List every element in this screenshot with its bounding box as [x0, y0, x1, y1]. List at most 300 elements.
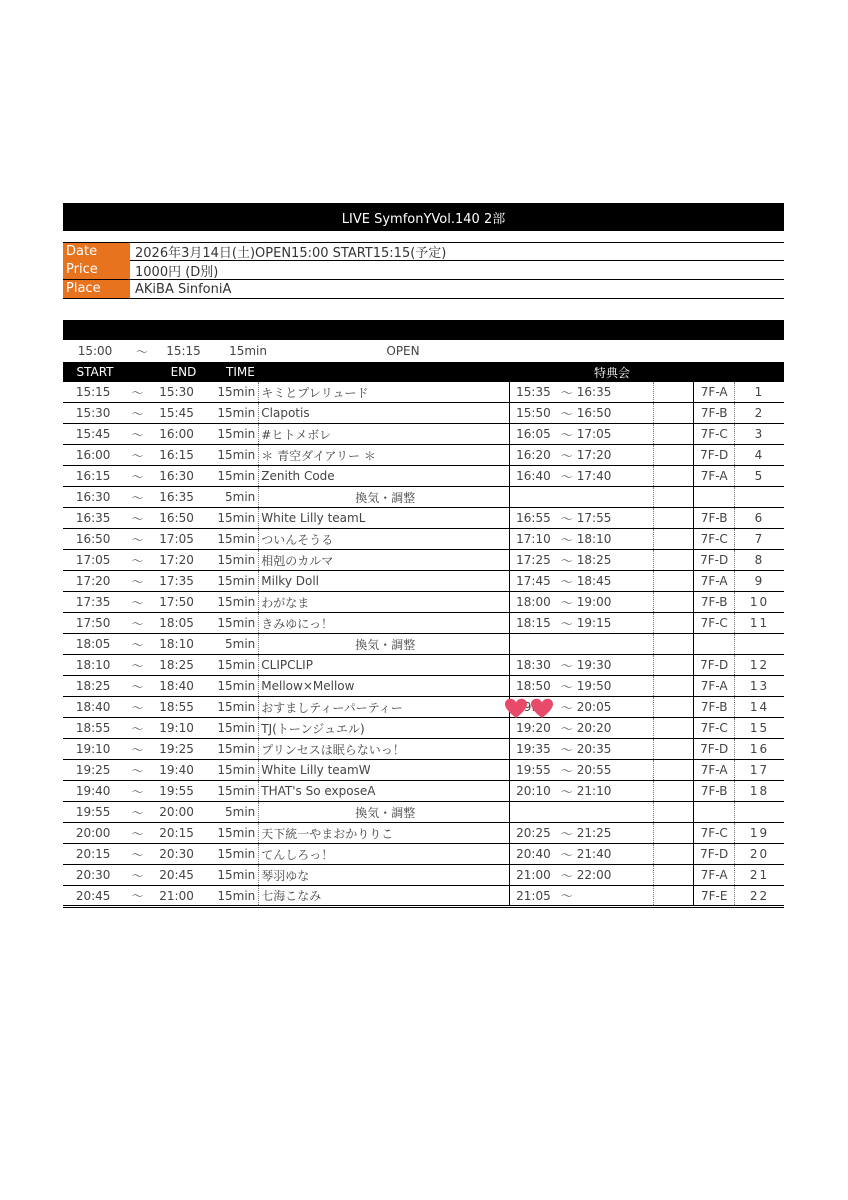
tilde: 〜	[131, 700, 144, 715]
table-row	[63, 529, 784, 550]
tokutenkai-start: 18:00	[516, 595, 551, 609]
tilde: 〜	[560, 847, 573, 862]
row-performer: 換気・調整	[258, 487, 509, 507]
row-tokutenkai-time	[509, 424, 653, 444]
row-performer: Clapotis	[258, 403, 509, 423]
tilde: 〜	[560, 448, 573, 463]
row-duration: 15min	[217, 553, 256, 567]
tokutenkai-start: 16:20	[516, 448, 551, 462]
row-spacer	[653, 718, 694, 738]
hearts-icon	[503, 698, 559, 720]
tokutenkai-end: 20:05	[576, 700, 612, 714]
tilde: 〜	[560, 658, 573, 673]
row-end: 15:45	[159, 406, 194, 420]
row-performer: White Lilly teamL	[258, 508, 509, 528]
tokutenkai-end: 18:25	[576, 553, 612, 567]
table-row	[63, 466, 784, 487]
timetable-sheet	[63, 203, 784, 908]
row-spacer	[653, 655, 694, 675]
table-row	[63, 508, 784, 529]
tilde: 〜	[131, 574, 144, 589]
table-row	[63, 592, 784, 613]
row-start: 18:40	[75, 700, 111, 714]
tokutenkai-start: 18:50	[516, 679, 551, 693]
row-duration: 5min	[225, 805, 256, 819]
tokutenkai-end: 17:40	[576, 469, 612, 483]
tokutenkai-start: 19:20	[516, 721, 551, 735]
row-tokutenkai-time	[509, 592, 653, 612]
open-end: 15:15	[166, 344, 201, 358]
divider-band	[63, 320, 784, 340]
row-spacer	[653, 403, 694, 423]
row-end: 18:40	[159, 679, 194, 693]
tokutenkai-start: 15:35	[516, 385, 551, 399]
row-duration: 15min	[217, 595, 256, 609]
info-row-date	[63, 242, 784, 261]
open-start: 15:00	[77, 344, 113, 358]
row-location: 7F-D	[693, 655, 734, 675]
row-location: 7F-C	[693, 529, 734, 549]
row-tokutenkai-time	[509, 865, 653, 885]
row-duration: 15min	[217, 574, 256, 588]
table-row	[63, 445, 784, 466]
row-performer: Mellow×Mellow	[258, 676, 509, 696]
row-duration: 15min	[217, 511, 256, 525]
event-info	[63, 242, 784, 299]
schedule-rows	[63, 382, 784, 908]
open-row	[63, 340, 784, 362]
table-header	[63, 362, 784, 382]
row-duration: 15min	[217, 658, 256, 672]
tilde: 〜	[131, 847, 144, 862]
row-location: 7F-A	[693, 382, 734, 402]
row-tokutenkai-time	[509, 802, 653, 822]
table-row	[63, 424, 784, 445]
table-row	[63, 823, 784, 844]
row-performer: THAT's So exposeA	[258, 781, 509, 801]
tokutenkai-start: 19:55	[516, 763, 551, 777]
row-performer: 七海こなみ	[258, 886, 509, 905]
table-row	[63, 382, 784, 403]
header-end: END	[170, 365, 197, 379]
tilde: 〜	[560, 385, 573, 400]
row-spacer	[653, 739, 694, 759]
table-row	[63, 655, 784, 676]
row-tokutenkai-time	[509, 466, 653, 486]
row-end: 19:40	[159, 763, 194, 777]
row-location: 7F-E	[693, 886, 734, 905]
tilde: 〜	[131, 511, 144, 526]
tilde: 〜	[131, 889, 144, 903]
tokutenkai-start: 16:40	[516, 469, 551, 483]
tilde: 〜	[560, 784, 573, 799]
row-location: 7F-B	[693, 592, 734, 612]
row-end: 20:45	[159, 868, 194, 882]
tokutenkai-end: 17:20	[576, 448, 612, 462]
row-tokutenkai-time	[509, 844, 653, 864]
tilde: 〜	[560, 427, 573, 442]
tokutenkai-start: 17:25	[516, 553, 551, 567]
tilde: 〜	[131, 658, 144, 673]
row-start: 16:00	[75, 448, 111, 462]
row-start: 17:50	[75, 616, 111, 630]
row-number: 13	[734, 676, 784, 696]
row-number	[734, 634, 784, 654]
row-number	[734, 802, 784, 822]
tokutenkai-end: 16:50	[576, 406, 612, 420]
row-spacer	[653, 886, 694, 905]
tilde: 〜	[131, 427, 144, 442]
row-tokutenkai-time	[509, 571, 653, 591]
row-spacer	[653, 844, 694, 864]
row-duration: 15min	[217, 616, 256, 630]
row-end: 18:25	[159, 658, 194, 672]
row-number: 9	[734, 571, 784, 591]
row-end: 21:00	[159, 888, 194, 903]
row-location: 7F-D	[693, 550, 734, 570]
row-performer: キミとプレリュード	[258, 382, 509, 402]
table-row	[63, 781, 784, 802]
tokutenkai-start: 20:25	[516, 826, 551, 840]
row-number: 7	[734, 529, 784, 549]
row-performer: White Lilly teamW	[258, 760, 509, 780]
row-tokutenkai-time	[509, 886, 653, 905]
tilde: 〜	[560, 742, 573, 757]
row-start: 18:55	[75, 721, 111, 735]
row-number: 20	[734, 844, 784, 864]
row-start: 15:30	[75, 406, 111, 420]
tilde: 〜	[131, 679, 144, 694]
tilde: 〜	[131, 532, 144, 547]
info-row-place	[63, 280, 784, 299]
tilde: 〜	[131, 721, 144, 736]
row-duration: 15min	[217, 385, 256, 399]
tokutenkai-end: 22:00	[576, 868, 612, 882]
row-start: 20:00	[75, 826, 111, 840]
row-duration: 15min	[217, 700, 256, 714]
tilde: 〜	[560, 679, 573, 694]
tilde: 〜	[560, 826, 573, 841]
tilde: 〜	[131, 868, 144, 883]
row-location: 7F-D	[693, 445, 734, 465]
row-end: 18:55	[159, 700, 194, 714]
row-start: 17:05	[75, 553, 111, 567]
row-location: 7F-A	[693, 466, 734, 486]
row-number: 16	[734, 739, 784, 759]
tokutenkai-start: 16:55	[516, 511, 551, 525]
row-performer: 換気・調整	[258, 802, 509, 822]
row-spacer	[653, 760, 694, 780]
row-duration: 15min	[217, 406, 256, 420]
header-time: TIME	[226, 365, 255, 379]
row-start: 20:15	[75, 847, 111, 861]
row-spacer	[653, 445, 694, 465]
tokutenkai-start: 21:00	[516, 868, 551, 882]
row-number: 5	[734, 466, 784, 486]
row-start: 16:30	[75, 490, 111, 504]
row-spacer	[653, 613, 694, 633]
table-row	[63, 403, 784, 424]
row-start: 16:35	[75, 511, 111, 525]
table-row	[63, 634, 784, 655]
row-number: 4	[734, 445, 784, 465]
row-spacer	[653, 697, 694, 717]
row-performer: Milky Doll	[258, 571, 509, 591]
row-location: 7F-C	[693, 424, 734, 444]
row-tokutenkai-time	[509, 382, 653, 402]
row-duration: 15min	[217, 532, 256, 546]
row-start: 18:25	[75, 679, 111, 693]
row-start: 18:10	[75, 658, 111, 672]
row-duration: 15min	[217, 868, 256, 882]
row-end: 20:00	[159, 805, 194, 819]
tilde: 〜	[560, 511, 573, 526]
row-number	[734, 487, 784, 507]
header-start: START	[76, 365, 114, 379]
row-performer: TJ(トーンジュエル)	[258, 718, 509, 738]
row-duration: 5min	[225, 490, 256, 504]
row-spacer	[653, 466, 694, 486]
row-tokutenkai-time	[509, 550, 653, 570]
tilde: 〜	[560, 553, 573, 568]
tilde: 〜	[560, 616, 573, 631]
tokutenkai-end: 16:35	[576, 385, 612, 399]
row-spacer	[653, 592, 694, 612]
row-start: 19:55	[75, 805, 111, 819]
row-location: 7F-A	[693, 760, 734, 780]
tilde: 〜	[560, 889, 573, 903]
table-row	[63, 487, 784, 508]
row-location: 7F-C	[693, 718, 734, 738]
row-start: 19:40	[75, 784, 111, 798]
row-spacer	[653, 508, 694, 528]
row-end: 19:25	[159, 742, 194, 756]
row-number: 2	[734, 403, 784, 423]
tokutenkai-end: 17:05	[576, 427, 612, 441]
tilde: 〜	[131, 406, 144, 421]
row-number: 10	[734, 592, 784, 612]
row-end: 17:35	[159, 574, 194, 588]
tilde: 〜	[135, 344, 148, 359]
table-row	[63, 613, 784, 634]
tokutenkai-end: 20:55	[576, 763, 612, 777]
tokutenkai-end: 20:35	[576, 742, 612, 756]
tilde: 〜	[131, 553, 144, 568]
tokutenkai-end: 19:50	[576, 679, 612, 693]
tokutenkai-end: 21:40	[576, 847, 612, 861]
row-location: 7F-B	[693, 508, 734, 528]
row-duration: 15min	[217, 742, 256, 756]
row-number: 19	[734, 823, 784, 843]
tokutenkai-start: 16:05	[516, 427, 551, 441]
table-row	[63, 760, 784, 781]
row-start: 15:45	[75, 427, 111, 441]
tokutenkai-end: 18:10	[576, 532, 612, 546]
row-duration: 15min	[217, 847, 256, 861]
row-tokutenkai-time	[509, 508, 653, 528]
row-performer: 琴羽ゆな	[258, 865, 509, 885]
row-spacer	[653, 550, 694, 570]
row-number: 11	[734, 613, 784, 633]
row-spacer	[653, 424, 694, 444]
tilde: 〜	[131, 385, 144, 400]
row-duration: 15min	[217, 721, 256, 735]
row-performer: てんしろっ！	[258, 844, 509, 864]
row-tokutenkai-time	[509, 529, 653, 549]
tilde: 〜	[560, 406, 573, 421]
row-start: 16:50	[75, 532, 111, 546]
row-number: 14	[734, 697, 784, 717]
header-tokutenkai: 特典会	[593, 365, 630, 380]
row-performer: Zenith Code	[258, 466, 509, 486]
row-location	[693, 802, 734, 822]
tokutenkai-end: 20:20	[576, 721, 612, 735]
row-number: 15	[734, 718, 784, 738]
tokutenkai-start: 15:50	[516, 406, 551, 420]
tilde: 〜	[560, 763, 573, 778]
table-row	[63, 571, 784, 592]
tokutenkai-end: 21:25	[576, 826, 612, 840]
table-row	[63, 739, 784, 760]
row-tokutenkai-time	[509, 823, 653, 843]
row-number: 18	[734, 781, 784, 801]
event-title: LIVE SymfonYVol.140 2部	[341, 211, 506, 227]
row-start: 18:05	[75, 637, 111, 651]
tilde: 〜	[131, 742, 144, 757]
tilde: 〜	[560, 700, 573, 715]
row-start: 17:20	[75, 574, 111, 588]
row-start: 17:35	[75, 595, 111, 609]
info-value: AKiBA SinfoniA	[135, 281, 232, 297]
row-spacer	[653, 487, 694, 507]
tokutenkai-start: 18:30	[516, 658, 551, 672]
row-location: 7F-B	[693, 781, 734, 801]
row-performer: ついんそうる	[258, 529, 509, 549]
table-row	[63, 844, 784, 865]
row-number: 3	[734, 424, 784, 444]
info-value: 2026年3月14日(土)OPEN15:00 START15:15(予定)	[135, 246, 447, 261]
row-start: 19:10	[75, 742, 111, 756]
table-row	[63, 550, 784, 571]
tilde: 〜	[131, 805, 144, 820]
row-tokutenkai-time	[509, 739, 653, 759]
row-number: 6	[734, 508, 784, 528]
row-location: 7F-D	[693, 844, 734, 864]
row-location: 7F-A	[693, 676, 734, 696]
tilde: 〜	[560, 532, 573, 547]
row-duration: 15min	[217, 679, 256, 693]
row-location: 7F-A	[693, 571, 734, 591]
row-performer: ＊ 青空ダイアリー ＊	[258, 445, 509, 465]
table-row	[63, 676, 784, 697]
row-end: 19:55	[159, 784, 194, 798]
row-end: 17:50	[159, 595, 194, 609]
tilde: 〜	[131, 826, 144, 841]
row-location: 7F-A	[693, 865, 734, 885]
tilde: 〜	[560, 469, 573, 484]
info-value: 1000円 (D別)	[135, 264, 219, 280]
heart-icon	[531, 699, 553, 718]
tilde: 〜	[131, 784, 144, 799]
row-performer: 天下統一やまおかりりこ	[258, 823, 509, 843]
row-end: 16:30	[159, 469, 194, 483]
info-label: Place	[63, 280, 130, 298]
tilde: 〜	[131, 490, 144, 505]
row-duration: 15min	[217, 763, 256, 777]
row-number: 17	[734, 760, 784, 780]
tokutenkai-start: 21:05	[516, 888, 551, 903]
row-end: 16:50	[159, 511, 194, 525]
row-duration: 15min	[217, 448, 256, 462]
row-location	[693, 634, 734, 654]
tokutenkai-end: 19:00	[576, 595, 612, 609]
tokutenkai-start: 19:35	[516, 742, 551, 756]
tilde: 〜	[560, 595, 573, 610]
row-performer: #ヒトメボレ	[258, 424, 509, 444]
row-end: 16:35	[159, 490, 194, 504]
row-tokutenkai-time	[509, 634, 653, 654]
row-duration: 15min	[217, 427, 256, 441]
row-end: 20:15	[159, 826, 194, 840]
row-spacer	[653, 781, 694, 801]
tilde: 〜	[131, 469, 144, 484]
event-title-bar	[63, 203, 784, 231]
table-row	[63, 886, 784, 908]
row-number: 21	[734, 865, 784, 885]
row-location: 7F-B	[693, 403, 734, 423]
row-number: 1	[734, 382, 784, 402]
tokutenkai-start: 17:10	[516, 532, 551, 546]
row-tokutenkai-time	[509, 403, 653, 423]
row-end: 17:20	[159, 553, 194, 567]
row-location: 7F-D	[693, 739, 734, 759]
tilde: 〜	[131, 616, 144, 631]
row-duration: 15min	[217, 784, 256, 798]
row-end: 17:05	[159, 532, 194, 546]
row-performer: CLIPCLIP	[258, 655, 509, 675]
row-spacer	[653, 382, 694, 402]
tokutenkai-end: 18:45	[576, 574, 612, 588]
row-location: 7F-B	[693, 697, 734, 717]
info-label: Price	[63, 261, 130, 279]
tilde: 〜	[131, 448, 144, 463]
row-spacer	[653, 529, 694, 549]
row-spacer	[653, 802, 694, 822]
row-start: 20:45	[75, 888, 111, 903]
row-end: 16:00	[159, 427, 194, 441]
row-end: 18:05	[159, 616, 194, 630]
table-row	[63, 718, 784, 739]
heart-icon	[505, 699, 527, 718]
tokutenkai-end: 17:55	[576, 511, 612, 525]
open-label: OPEN	[386, 344, 420, 358]
tokutenkai-start: 18:15	[516, 616, 551, 630]
table-row	[63, 865, 784, 886]
row-performer: おすましティーパーティー	[258, 697, 509, 717]
row-spacer	[653, 571, 694, 591]
row-location	[693, 487, 734, 507]
row-end: 19:10	[159, 721, 194, 735]
row-end: 20:30	[159, 847, 194, 861]
row-duration: 15min	[217, 826, 256, 840]
tokutenkai-start: 17:45	[516, 574, 551, 588]
tokutenkai-end: 19:30	[576, 658, 612, 672]
row-start: 16:15	[75, 469, 111, 483]
row-start: 19:25	[75, 763, 111, 777]
row-location: 7F-C	[693, 823, 734, 843]
tokutenkai-end: 19:15	[576, 616, 612, 630]
tokutenkai-start: 20:40	[516, 847, 551, 861]
